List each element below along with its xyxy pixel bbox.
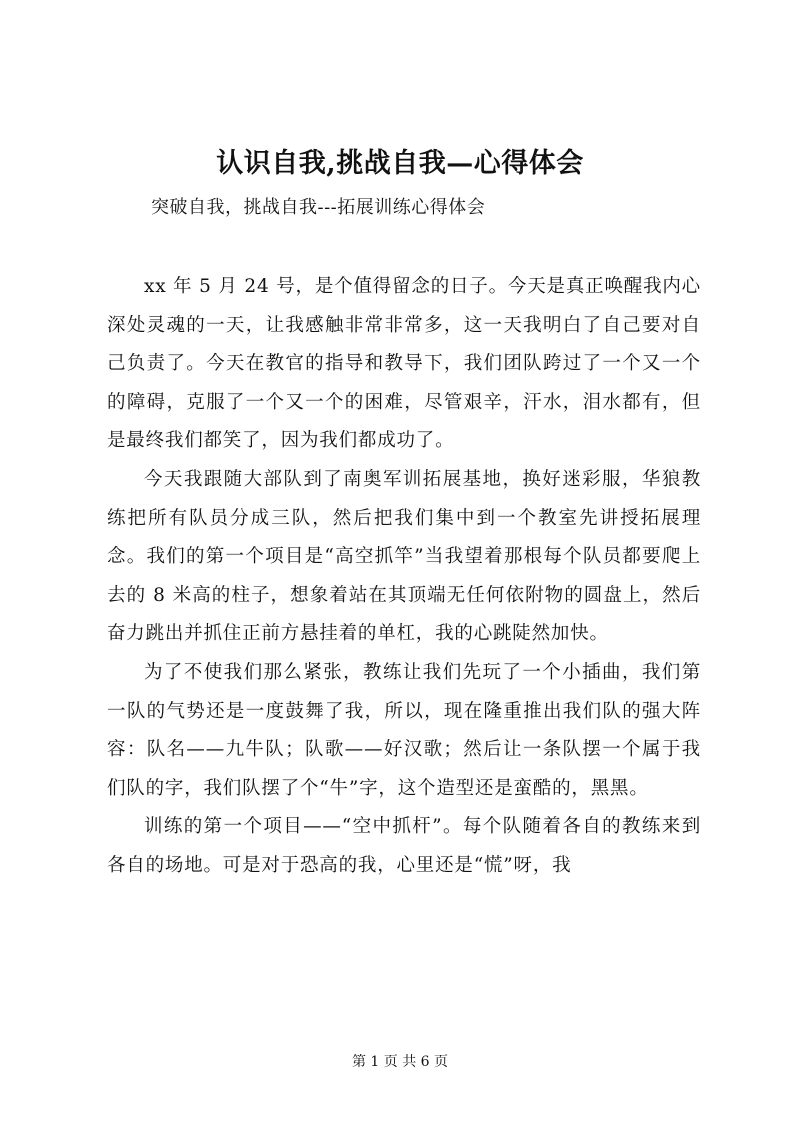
page-footer: 第 1 页 共 6 页 (351, 1054, 449, 1070)
document-subtitle: 突破自我，挑战自我---拓展训练心得体会 (151, 197, 486, 218)
document-body (107, 268, 701, 886)
document-title: 认识自我,挑战自我—心得体会 (216, 148, 584, 179)
paragraph-3: 为了不使我们那么紧张，教练让我们先玩了一个小插曲，我们第一队的气势还是一度鼓舞了我，所以，现在隆重推出我们队的强大阵容：队名——九牛队；队歌——好汉歌；然后让一条队摆一个属于我们队的字，我们队摆了个“牛”字，这个造型还是蛮酷的，黑黑。 (107, 661, 701, 799)
paragraph-4: 训练的第一个项目——“空中抓杆”。每个队随着各自的教练来到各自的场地。可是对于恐高的我，心里还是“慌”呀，我 (107, 816, 701, 876)
paragraph-2: 今天我跟随大部队到了南奥军训拓展基地，换好迷彩服，华狼教练把所有队员分成三队，然后把我们集中到一个教室先讲授拓展理念。我们的第一个项目是“高空抓竿”当我望着那根每个队员都要爬上去的 8 米高的柱子，想象着站在其顶端无任何依附物的圆盘上，然后奋力跳出并抓住正前方悬挂着的单杠，我的心跳陡然加快。 (107, 468, 701, 645)
paragraph-1: xx 年 5 月 24 号，是个值得留念的日子。今天是真正唤醒我内心深处灵魂的一天，让我感触非常非常多，这一天我明白了自己要对自己负责了。今天在教官的指导和教导下，我们团队跨过了一个又一个的障碍，克服了一个又一个的困难，尽管艰辛，汗水，泪水都有，但是最终我们都笑了，因为我们都成功了。 (107, 276, 701, 452)
